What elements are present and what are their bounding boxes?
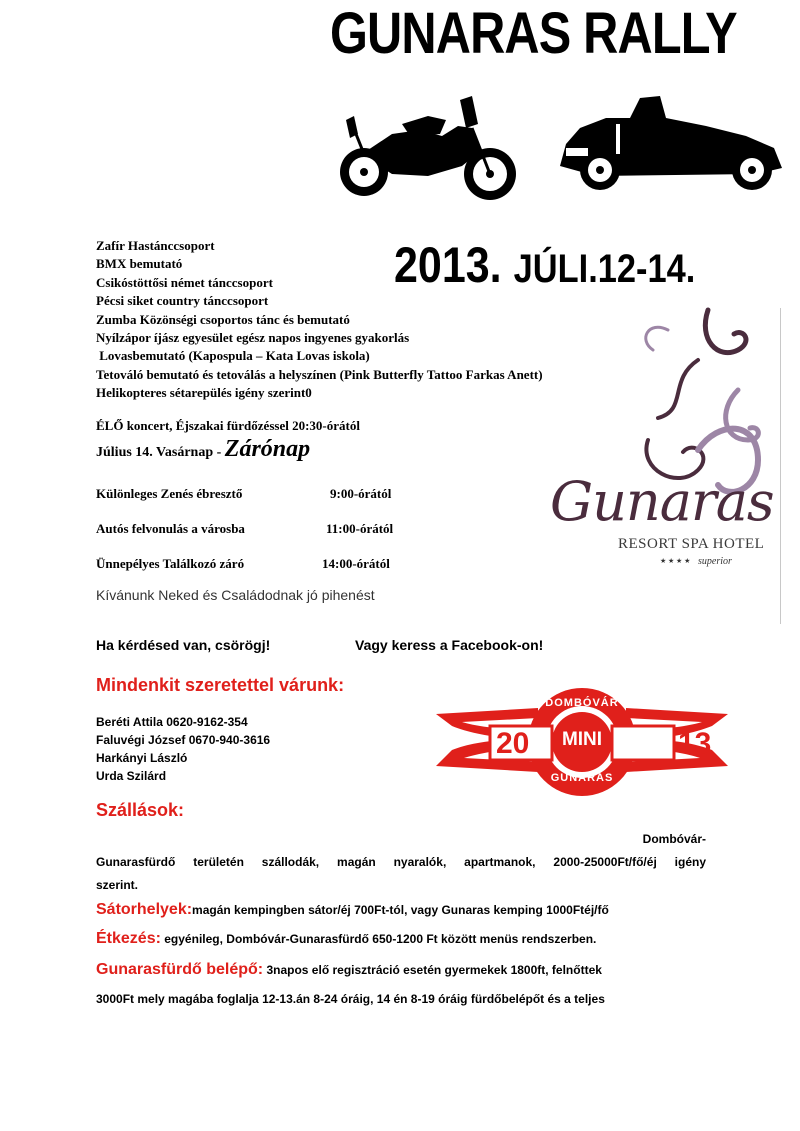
hotel-subtitle: RESORT SPA HOTEL <box>618 536 765 552</box>
mini-badge-left: 20 <box>496 727 530 760</box>
tents-info <box>96 901 716 919</box>
list-item: Helikopteres sétarepülés igény szerint0 <box>96 385 312 401</box>
list-item: Csikóstöttősi német tánccsoport <box>96 274 273 290</box>
entry-heading: Gunarasfürdő belépő: <box>96 961 264 978</box>
phone-prompt: Ha kérdésed van, csörögj! <box>96 637 271 653</box>
list-item: Pécsi siket country tánccsoport <box>96 293 269 309</box>
list-item: Zumba Közönségi csoportos tánc és bemutató <box>96 311 350 327</box>
list-item: BMX bemutató <box>96 256 183 272</box>
event-days: JÚLI.12-14. <box>513 247 696 291</box>
entry-text: 3napos elő regisztráció esetén gyermekek 1800ft, felnőttek <box>263 963 602 977</box>
motorcycle-image <box>332 94 522 206</box>
list-item: Lovasbemutató (Kapospula – Kata Lovas iskola) <box>96 348 370 364</box>
entry-info <box>96 961 706 979</box>
list-item: Tetováló bemutató és tetoválás a helyszínen (Pink Butterfly Tattoo Farkas Anett) <box>96 366 543 382</box>
mini-badge-bottom: GUNARAS <box>550 772 614 784</box>
mini-badge-center: MINI <box>561 729 603 750</box>
entry-line2: 3000Ft mely magába foglalja 12-13.án 8-24 óráig, 14 én 8-19 óráig fürdőbelépőt és a teljes <box>96 992 605 1006</box>
food-info <box>96 930 706 948</box>
list-item: Nyílzápor íjász egyesület egész napos ingyenes gyakorlás <box>96 330 410 346</box>
mini-badge-top: DOMBÓVÁR <box>545 697 619 709</box>
page-title: GUNARAS RALLY <box>330 1 737 66</box>
schedule-time: 9:00-órától <box>330 486 392 501</box>
accommodation-line3: szerint. <box>96 878 139 892</box>
mini-badge-right: 13 <box>678 727 712 760</box>
list-item: Urda Szilárd <box>96 769 167 783</box>
tents-heading: Sátorhelyek: <box>96 901 193 918</box>
sunday-prefix: Július 14. Vasárnap - <box>96 445 225 460</box>
closing-day-label: Zárónap <box>224 436 311 462</box>
food-heading: Étkezés: <box>96 930 161 947</box>
hotel-stars: ★ ★ ★ ★ <box>660 557 691 565</box>
list-item: Faluvégi József 0670-940-3616 <box>96 733 271 747</box>
contacts-list <box>96 713 270 785</box>
vintage-car-image <box>556 88 788 194</box>
facebook-prompt: Vagy keress a Facebook-on! <box>355 637 544 653</box>
list-item: Zafír Hastánccsoport <box>96 238 215 253</box>
tents-text: magán kempingben sátor/éj 700Ft-tól, vagy Gunaras kemping 1000Ftéj/fő <box>192 903 609 917</box>
list-item: Harkányi László <box>96 751 188 765</box>
concert-info: ÉLŐ koncert, Éjszakai fürdőzéssel 20:30-órától <box>96 418 360 433</box>
hotel-name: Gunaras <box>550 470 774 533</box>
hotel-rating: superior <box>698 556 732 567</box>
list-item: Beréti Attila 0620-9162-354 <box>96 715 248 729</box>
schedule-time: 14:00-órától <box>322 556 390 571</box>
accommodation-line1: Dombóvár- <box>642 832 706 846</box>
schedule-event: Különleges Zenés ébresztő <box>96 486 243 501</box>
divider <box>780 308 781 624</box>
sunday-heading <box>96 436 310 463</box>
event-year: 2013. <box>394 237 502 293</box>
schedule-event: Autós felvonulás a városba <box>96 521 245 536</box>
hotel-logo <box>548 300 788 630</box>
accommodation-heading: Szállások: <box>96 800 185 820</box>
schedule-time: 11:00-órától <box>326 521 394 536</box>
food-text: egyénileg, Dombóvár-Gunarasfürdő 650-1200 Ft között menüs rendszerben. <box>160 932 597 946</box>
accommodation-line2: Gunarasfürdő területén szállodák, magán nyaralók, apartmanok, 2000-25000Ft/fő/éj igény <box>96 855 706 869</box>
wish-text: Kívánunk Neked és Családodnak jó pihenést <box>96 587 375 603</box>
schedule-event: Ünnepélyes Találkozó záró <box>96 556 245 571</box>
welcome-heading: Mindenkit szeretettel várunk: <box>96 675 345 695</box>
